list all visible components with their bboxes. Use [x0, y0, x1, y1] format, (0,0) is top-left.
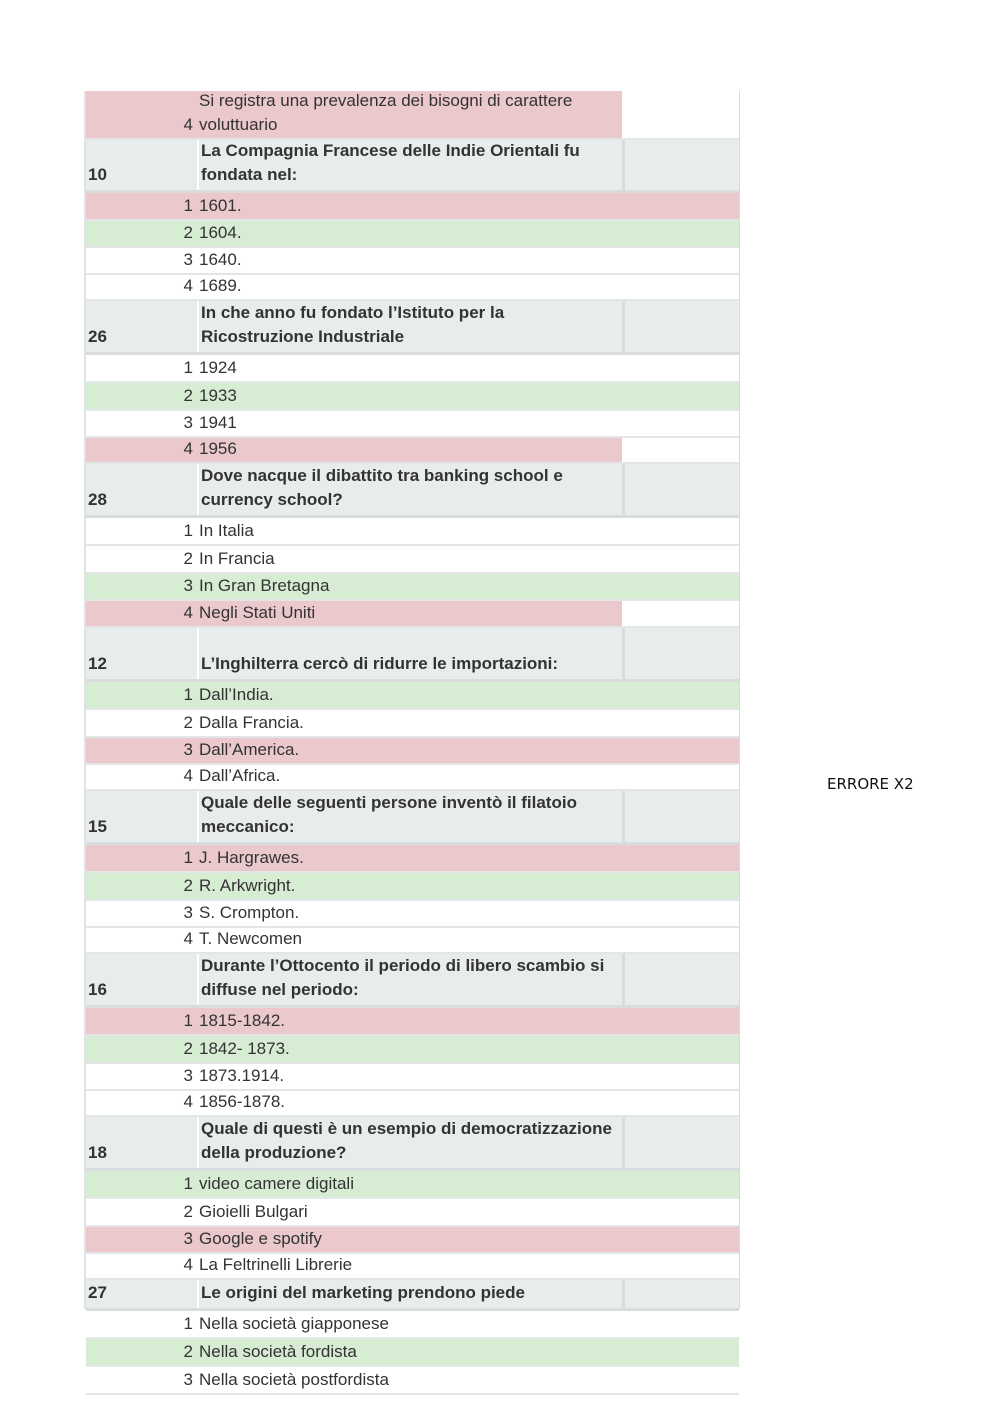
answer-row	[86, 275, 739, 301]
number-text: 1	[183, 685, 193, 704]
answer-text: Dall’India.	[199, 685, 274, 704]
question-text: In che anno fu fondato l’Istituto per la Ricostruzione Industriale	[201, 303, 505, 346]
extra-cell	[622, 738, 739, 763]
number-text: 4	[183, 115, 193, 134]
extra-cell	[622, 574, 739, 599]
answer-row	[86, 901, 739, 928]
number-text: 3	[183, 740, 193, 759]
extra-cell	[622, 954, 739, 1005]
answer-number	[86, 901, 197, 926]
answer-number	[86, 518, 197, 544]
answer-number	[86, 1311, 197, 1337]
answer-row	[86, 1171, 739, 1199]
answer-text-cell	[197, 928, 622, 952]
answer-text-cell	[197, 1367, 622, 1393]
answer-row	[86, 928, 739, 954]
answer-text: 1604.	[199, 223, 242, 242]
question-text-cell	[197, 140, 624, 190]
answer-text-cell	[197, 546, 622, 572]
question-row	[86, 464, 739, 518]
answer-text-cell	[197, 1227, 622, 1252]
answer-row	[86, 1091, 739, 1117]
answer-text: In Gran Bretagna	[199, 576, 330, 595]
extra-cell	[622, 601, 739, 626]
answer-row	[86, 193, 739, 221]
answer-text-cell	[197, 91, 622, 138]
answer-text-cell	[197, 248, 622, 273]
question-number	[86, 1280, 197, 1308]
extra-cell	[622, 1117, 739, 1168]
answer-text-cell	[197, 1339, 622, 1365]
answer-text-cell	[197, 438, 622, 462]
number-text: 28	[88, 490, 107, 509]
extra-cell	[622, 928, 739, 952]
answer-text: 1842- 1873.	[199, 1039, 290, 1058]
number-text: 16	[88, 980, 107, 999]
answer-text-cell	[197, 1199, 622, 1225]
answer-number	[86, 738, 197, 763]
question-number	[86, 301, 197, 352]
answer-row	[86, 383, 739, 411]
extra-cell	[622, 275, 739, 299]
question-row	[86, 301, 739, 355]
question-text: Le origini del marketing prendono piede	[201, 1283, 525, 1302]
question-text-cell	[197, 954, 624, 1005]
extra-cell	[622, 1339, 739, 1365]
extra-cell	[622, 221, 739, 246]
extra-cell	[622, 1064, 739, 1089]
number-text: 4	[183, 766, 193, 785]
extra-cell	[622, 1367, 739, 1393]
answer-number	[86, 546, 197, 572]
quiz-table	[86, 91, 739, 1395]
number-text: 10	[88, 165, 107, 184]
number-text: 2	[183, 386, 193, 405]
answer-text-cell	[197, 601, 622, 626]
number-text: 15	[88, 817, 107, 836]
answer-text-cell	[197, 1311, 622, 1337]
answer-row	[86, 1036, 739, 1064]
answer-text: 1689.	[199, 276, 242, 295]
answer-number	[86, 710, 197, 736]
number-text: 1	[183, 358, 193, 377]
extra-cell	[622, 845, 739, 871]
extra-cell	[622, 710, 739, 736]
answer-number	[86, 1367, 197, 1393]
extra-cell	[622, 1280, 739, 1308]
answer-number	[86, 1064, 197, 1089]
answer-text: Si registra una prevalenza dei bisogni di carattere voluttuario	[199, 91, 573, 134]
extra-cell	[622, 140, 739, 190]
answer-text-cell	[197, 518, 622, 544]
answer-number	[86, 1091, 197, 1115]
answer-text: 1873.1914.	[199, 1066, 285, 1085]
answer-text-cell	[197, 845, 622, 871]
question-row	[86, 791, 739, 845]
answer-row	[86, 710, 739, 738]
number-text: 3	[183, 1370, 193, 1389]
answer-text-cell	[197, 1064, 622, 1089]
question-number	[86, 954, 197, 1005]
extra-cell	[622, 518, 739, 544]
number-text: 1	[183, 848, 193, 867]
extra-cell	[622, 1036, 739, 1062]
answer-text: Nella società fordista	[199, 1342, 357, 1361]
number-text: 2	[183, 223, 193, 242]
answer-text: 1640.	[199, 250, 242, 269]
extra-cell	[622, 1199, 739, 1225]
answer-row	[86, 574, 739, 601]
number-text: 27	[88, 1283, 107, 1302]
answer-number	[86, 1254, 197, 1278]
answer-row	[86, 1199, 739, 1227]
answer-number	[86, 1199, 197, 1225]
error-note: ERRORE X2	[827, 775, 914, 793]
number-text: 4	[183, 1255, 193, 1274]
answer-text: 1956	[199, 439, 237, 458]
number-text: 2	[183, 876, 193, 895]
number-text: 3	[183, 413, 193, 432]
question-text: L’Inghilterra cercò di ridurre le importazioni:	[201, 654, 559, 673]
question-text-cell	[197, 1117, 624, 1168]
number-text: 2	[183, 1342, 193, 1361]
answer-text-cell	[197, 682, 622, 708]
answer-number	[86, 248, 197, 273]
answer-text: 1856-1878.	[199, 1092, 286, 1111]
answer-text: Dall’Africa.	[199, 766, 281, 785]
answer-text: La Feltrinelli Librerie	[199, 1255, 353, 1274]
answer-row	[86, 1064, 739, 1091]
answer-text-cell	[197, 1171, 622, 1197]
question-number	[86, 628, 197, 679]
answer-number	[86, 1227, 197, 1252]
answer-row	[86, 1227, 739, 1254]
number-text: 26	[88, 327, 107, 346]
extra-cell	[622, 873, 739, 899]
answer-number	[86, 574, 197, 599]
answer-number	[86, 682, 197, 708]
answer-text-cell	[197, 738, 622, 763]
answer-number	[86, 601, 197, 626]
answer-text: T. Newcomen	[199, 929, 302, 948]
answer-text-cell	[197, 221, 622, 246]
question-text: La Compagnia Francese delle Indie Orientali fu fondata nel:	[201, 141, 580, 184]
answer-text: J. Hargrawes.	[199, 848, 304, 867]
question-text-cell	[197, 464, 624, 515]
question-text: Quale delle seguenti persone inventò il filatoio meccanico:	[201, 793, 577, 836]
extra-cell	[622, 438, 739, 462]
answer-number	[86, 928, 197, 952]
answer-row	[86, 355, 739, 383]
number-text: 3	[183, 576, 193, 595]
number-text: 1	[183, 521, 193, 540]
answer-row	[86, 1367, 739, 1395]
extra-cell	[622, 464, 739, 515]
answer-number	[86, 1008, 197, 1034]
answer-text-cell	[197, 1091, 622, 1115]
extra-cell	[622, 301, 739, 352]
answer-text: Negli Stati Uniti	[199, 603, 316, 622]
answer-text: Nella società postfordista	[199, 1370, 389, 1389]
question-number	[86, 140, 197, 190]
answer-row	[86, 518, 739, 546]
answer-number	[86, 1339, 197, 1365]
answer-row	[86, 546, 739, 574]
extra-cell	[622, 355, 739, 381]
answer-number	[86, 873, 197, 899]
question-row	[86, 1280, 739, 1311]
question-number	[86, 791, 197, 842]
question-row	[86, 1117, 739, 1171]
question-text-cell	[197, 791, 624, 842]
answer-row	[86, 248, 739, 275]
extra-cell	[622, 1091, 739, 1115]
number-text: 2	[183, 549, 193, 568]
answer-text: Nella società giapponese	[199, 1314, 389, 1333]
number-text: 4	[183, 603, 193, 622]
number-text: 3	[183, 903, 193, 922]
answer-row	[86, 91, 739, 140]
question-text-cell	[197, 628, 624, 679]
answer-text-cell	[197, 383, 622, 409]
answer-text: video camere digitali	[199, 1174, 354, 1193]
answer-text-cell	[197, 1036, 622, 1062]
answer-number	[86, 383, 197, 409]
answer-row	[86, 765, 739, 791]
extra-cell	[622, 411, 739, 436]
answer-text-cell	[197, 901, 622, 926]
extra-cell	[622, 383, 739, 409]
answer-text-cell	[197, 1008, 622, 1034]
answer-text: In Francia	[199, 549, 275, 568]
number-text: 2	[183, 713, 193, 732]
number-text: 4	[183, 929, 193, 948]
answer-number	[86, 765, 197, 789]
answer-text: Google e spotify	[199, 1229, 322, 1248]
answer-row	[86, 221, 739, 248]
extra-cell	[622, 1311, 739, 1337]
question-text: Quale di questi è un esempio di democratizzazione della produzione?	[201, 1119, 612, 1162]
answer-row	[86, 845, 739, 873]
answer-text: 1601.	[199, 196, 242, 215]
answer-number	[86, 1171, 197, 1197]
answer-text: R. Arkwright.	[199, 876, 296, 895]
answer-text: Dalla Francia.	[199, 713, 304, 732]
answer-text: 1924	[199, 358, 237, 377]
number-text: 12	[88, 654, 107, 673]
question-text: Durante l’Ottocento il periodo di libero scambio si diffuse nel periodo:	[201, 956, 605, 999]
extra-cell	[622, 765, 739, 789]
extra-cell	[622, 193, 739, 219]
number-text: 2	[183, 1039, 193, 1058]
answer-number	[86, 1036, 197, 1062]
answer-row	[86, 1311, 739, 1339]
answer-text-cell	[197, 275, 622, 299]
answer-number	[86, 221, 197, 246]
answer-row	[86, 438, 739, 464]
number-text: 4	[183, 1092, 193, 1111]
number-text: 1	[183, 1174, 193, 1193]
extra-cell	[622, 248, 739, 273]
answer-text-cell	[197, 710, 622, 736]
number-text: 4	[183, 276, 193, 295]
number-text: 3	[183, 1066, 193, 1085]
answer-row	[86, 738, 739, 765]
number-text: 3	[183, 250, 193, 269]
number-text: 2	[183, 1202, 193, 1221]
answer-text: Gioielli Bulgari	[199, 1202, 308, 1221]
extra-cell	[622, 1171, 739, 1197]
answer-row	[86, 1339, 739, 1367]
extra-cell	[622, 901, 739, 926]
answer-number	[86, 193, 197, 219]
number-text: 18	[88, 1143, 107, 1162]
number-text: 1	[183, 1314, 193, 1333]
answer-text: 1815-1842.	[199, 1011, 286, 1030]
question-number	[86, 464, 197, 515]
extra-cell	[622, 1008, 739, 1034]
number-text: 3	[183, 1229, 193, 1248]
question-text: Dove nacque il dibattito tra banking school e currency school?	[201, 466, 563, 509]
answer-number	[86, 845, 197, 871]
extra-cell	[622, 91, 739, 138]
question-number	[86, 1117, 197, 1168]
answer-row	[86, 601, 739, 628]
answer-text-cell	[197, 355, 622, 381]
answer-text: 1933	[199, 386, 237, 405]
extra-cell	[622, 682, 739, 708]
question-row	[86, 140, 739, 193]
answer-text: Dall’America.	[199, 740, 300, 759]
extra-cell	[622, 628, 739, 679]
answer-text-cell	[197, 411, 622, 436]
extra-cell	[622, 1227, 739, 1252]
question-text-cell	[197, 1280, 624, 1308]
answer-text-cell	[197, 193, 622, 219]
answer-row	[86, 411, 739, 438]
answer-row	[86, 1008, 739, 1036]
answer-text-cell	[197, 1254, 622, 1278]
answer-number	[86, 355, 197, 381]
answer-row	[86, 873, 739, 901]
answer-row	[86, 682, 739, 710]
number-text: 4	[183, 439, 193, 458]
number-text: 1	[183, 1011, 193, 1030]
answer-text-cell	[197, 765, 622, 789]
answer-text: S. Crompton.	[199, 903, 300, 922]
answer-number	[86, 411, 197, 436]
question-row	[86, 628, 739, 682]
answer-text: 1941	[199, 413, 237, 432]
extra-cell	[622, 546, 739, 572]
answer-text: In Italia	[199, 521, 254, 540]
answer-number	[86, 275, 197, 299]
question-row	[86, 954, 739, 1008]
answer-number	[86, 438, 197, 462]
extra-cell	[622, 791, 739, 842]
answer-text-cell	[197, 574, 622, 599]
answer-text-cell	[197, 873, 622, 899]
question-text-cell	[197, 301, 624, 352]
extra-cell	[622, 1254, 739, 1278]
answer-number	[86, 91, 197, 138]
answer-row	[86, 1254, 739, 1280]
number-text: 1	[183, 196, 193, 215]
